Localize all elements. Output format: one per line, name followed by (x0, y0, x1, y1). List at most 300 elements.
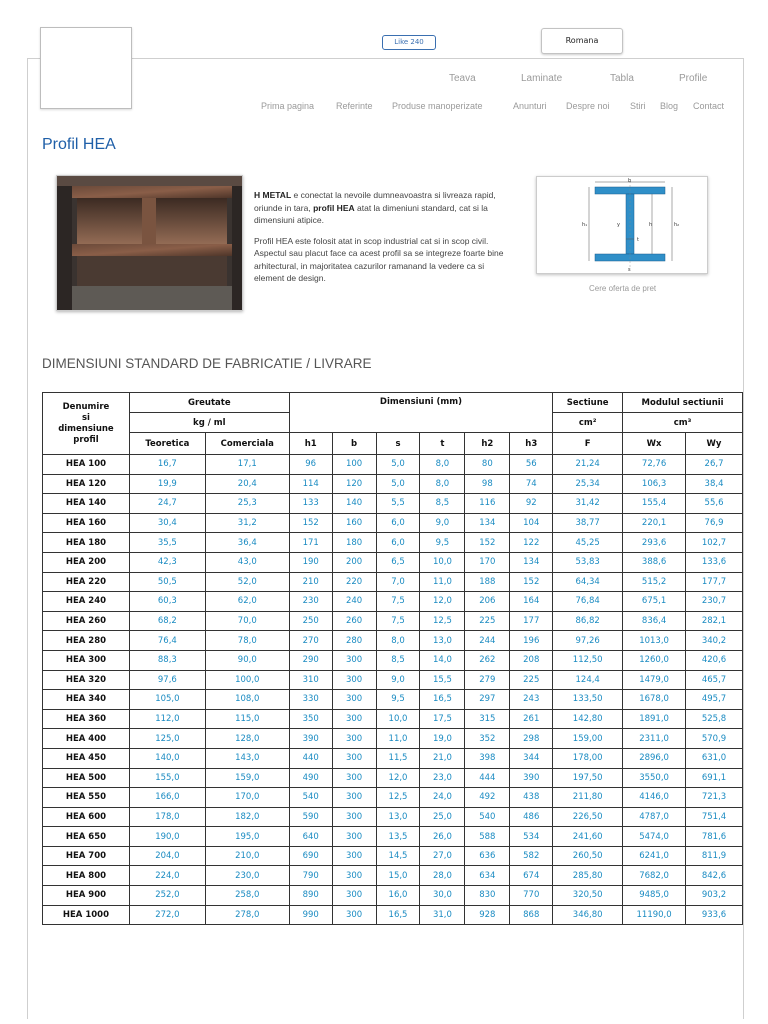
table-cell: 540 (465, 807, 510, 827)
table-cell: 588 (465, 827, 510, 847)
table-cell: 8,0 (420, 455, 465, 475)
table-cell: 31,0 (420, 905, 465, 925)
table-cell: 155,4 (623, 494, 686, 514)
table-cell: 180 (332, 533, 376, 553)
like-button[interactable]: Like 240 (382, 35, 436, 50)
table-cell: 20,4 (205, 474, 289, 494)
table-cell: 116 (465, 494, 510, 514)
nav-produse-manoperizate[interactable]: Produse manoperizate (392, 101, 483, 111)
cross-section-diagram (536, 176, 708, 274)
table-cell: 260,50 (553, 846, 623, 866)
table-cell: 4146,0 (623, 788, 686, 808)
header-modulus: Modulul sectiunii (623, 393, 743, 413)
table-cell: 21,24 (553, 455, 623, 475)
table-cell: 230 (289, 592, 332, 612)
table-cell: 211,80 (553, 788, 623, 808)
table-cell: 152 (510, 572, 553, 592)
table-cell: 495,7 (686, 690, 743, 710)
table-cell: 182,0 (205, 807, 289, 827)
table-cell: 226,50 (553, 807, 623, 827)
table-cell: 390 (510, 768, 553, 788)
table-cell: 97,26 (553, 631, 623, 651)
label-b: b (628, 178, 632, 184)
table-row (43, 748, 743, 768)
table-cell: 5474,0 (623, 827, 686, 847)
table-cell: 106,3 (623, 474, 686, 494)
table-cell: 152 (465, 533, 510, 553)
header-denumire: Denumire si dimensiune profil (43, 393, 130, 455)
table-cell: 76,4 (129, 631, 205, 651)
request-quote-link[interactable]: Cere oferta de pret (589, 284, 657, 293)
table-cell: 24,0 (420, 788, 465, 808)
table-cell: 206 (465, 592, 510, 612)
table-cell: 190,0 (129, 827, 205, 847)
table-cell: 42,3 (129, 552, 205, 572)
table-cell: 68,2 (129, 611, 205, 631)
table-cell: 134 (510, 552, 553, 572)
table-cell: 721,3 (686, 788, 743, 808)
table-cell: 781,6 (686, 827, 743, 847)
table-cell: 11,0 (376, 729, 420, 749)
table-cell: 25,0 (420, 807, 465, 827)
table-cell: 420,6 (686, 650, 743, 670)
table-cell: 25,3 (205, 494, 289, 514)
header-t: t (420, 433, 465, 455)
table-cell: 243 (510, 690, 553, 710)
header-section-unit: cm² (553, 413, 623, 433)
header-modulus-unit: cm³ (623, 413, 743, 433)
table-cell: 12,0 (376, 768, 420, 788)
table-cell: 9,5 (376, 690, 420, 710)
table-cell: 297 (465, 690, 510, 710)
profile-name-cell: HEA 800 (43, 866, 130, 886)
table-cell: 636 (465, 846, 510, 866)
table-cell: 17,1 (205, 455, 289, 475)
profile-name-cell: HEA 300 (43, 650, 130, 670)
table-cell: 525,8 (686, 709, 743, 729)
table-cell: 293,6 (623, 533, 686, 553)
table-cell: 344 (510, 748, 553, 768)
table-cell: 88,3 (129, 650, 205, 670)
table-cell: 272,0 (129, 905, 205, 925)
table-cell: 290 (289, 650, 332, 670)
table-cell: 90,0 (205, 650, 289, 670)
table-cell: 97,6 (129, 670, 205, 690)
table-cell: 102,7 (686, 533, 743, 553)
table-cell: 12,0 (420, 592, 465, 612)
table-row (43, 768, 743, 788)
table-cell: 486 (510, 807, 553, 827)
table-cell: 1678,0 (623, 690, 686, 710)
table-cell: 260 (332, 611, 376, 631)
table-cell: 142,80 (553, 709, 623, 729)
table-cell: 143,0 (205, 748, 289, 768)
table-cell: 300 (332, 650, 376, 670)
label-y: y (617, 222, 620, 228)
table-row (43, 827, 743, 847)
table-cell: 200 (332, 552, 376, 572)
nav-despre-noi[interactable]: Despre noi (566, 101, 610, 111)
logo-placeholder[interactable] (40, 27, 132, 109)
table-cell: 300 (332, 690, 376, 710)
nav-stiri[interactable]: Stiri (630, 101, 646, 111)
table-cell: 300 (332, 827, 376, 847)
dimensions-table (42, 392, 743, 925)
table-cell: 691,1 (686, 768, 743, 788)
table-cell: 390 (289, 729, 332, 749)
table-cell: 122 (510, 533, 553, 553)
table-cell: 631,0 (686, 748, 743, 768)
table-cell: 240 (332, 592, 376, 612)
table-cell: 26,0 (420, 827, 465, 847)
header-wx: Wx (623, 433, 686, 455)
table-cell: 836,4 (623, 611, 686, 631)
table-cell: 330 (289, 690, 332, 710)
table-cell: 7,5 (376, 611, 420, 631)
table-cell: 3550,0 (623, 768, 686, 788)
table-cell: 1479,0 (623, 670, 686, 690)
table-cell: 140 (332, 494, 376, 514)
table-cell: 5,0 (376, 474, 420, 494)
header-f: F (553, 433, 623, 455)
table-cell: 10,0 (376, 709, 420, 729)
table-cell: 230,0 (205, 866, 289, 886)
table-cell: 11190,0 (623, 905, 686, 925)
table-cell: 210,0 (205, 846, 289, 866)
table-cell: 204,0 (129, 846, 205, 866)
profile-name-cell: HEA 550 (43, 788, 130, 808)
profile-name-cell: HEA 260 (43, 611, 130, 631)
table-cell: 300 (332, 866, 376, 886)
table-cell: 690 (289, 846, 332, 866)
header-weight-unit: kg / ml (129, 413, 289, 433)
table-cell: 12,5 (420, 611, 465, 631)
table-cell: 534 (510, 827, 553, 847)
table-cell: 751,4 (686, 807, 743, 827)
table-cell: 15,0 (376, 866, 420, 886)
table-row (43, 905, 743, 925)
nav-laminate[interactable]: Laminate (521, 73, 563, 84)
table-cell: 244 (465, 631, 510, 651)
table-cell: 105,0 (129, 690, 205, 710)
table-cell: 300 (332, 709, 376, 729)
table-cell: 159,00 (553, 729, 623, 749)
table-cell: 928 (465, 905, 510, 925)
table-cell: 9485,0 (623, 886, 686, 906)
table-cell: 280 (332, 631, 376, 651)
table-cell: 258,0 (205, 886, 289, 906)
table-cell: 570,9 (686, 729, 743, 749)
nav-anunturi[interactable]: Anunturi (513, 101, 547, 111)
table-cell: 252,0 (129, 886, 205, 906)
table-cell: 300 (332, 886, 376, 906)
table-cell: 13,0 (376, 807, 420, 827)
table-cell: 6,5 (376, 552, 420, 572)
table-cell: 152 (289, 513, 332, 533)
nav-prima-pagina[interactable]: Prima pagina (261, 101, 315, 111)
table-cell: 124,4 (553, 670, 623, 690)
table-cell: 279 (465, 670, 510, 690)
profile-name-cell: HEA 650 (43, 827, 130, 847)
label-t: t (637, 237, 639, 243)
table-cell: 16,7 (129, 455, 205, 475)
table-cell: 60,3 (129, 592, 205, 612)
table-cell: 19,0 (420, 729, 465, 749)
table-cell: 11,0 (420, 572, 465, 592)
table-cell: 86,82 (553, 611, 623, 631)
table-cell: 45,25 (553, 533, 623, 553)
table-row (43, 572, 743, 592)
table-cell: 634 (465, 866, 510, 886)
table-cell: 842,6 (686, 866, 743, 886)
table-cell: 1013,0 (623, 631, 686, 651)
profile-name-cell: HEA 900 (43, 886, 130, 906)
table-cell: 346,80 (553, 905, 623, 925)
table-cell: 14,5 (376, 846, 420, 866)
profile-name-cell: HEA 400 (43, 729, 130, 749)
table-cell: 56 (510, 455, 553, 475)
table-cell: 114 (289, 474, 332, 494)
table-cell: 170,0 (205, 788, 289, 808)
section-title: DIMENSIUNI STANDARD DE FABRICATIE / LIVRARE (42, 356, 372, 371)
table-cell: 282,1 (686, 611, 743, 631)
table-cell: 352 (465, 729, 510, 749)
table-cell: 261 (510, 709, 553, 729)
table-row (43, 552, 743, 572)
table-cell: 100 (332, 455, 376, 475)
table-cell: 92 (510, 494, 553, 514)
table-cell: 7,5 (376, 592, 420, 612)
profile-name-cell: HEA 180 (43, 533, 130, 553)
table-cell: 26,7 (686, 455, 743, 475)
table-cell: 5,0 (376, 455, 420, 475)
table-cell: 115,0 (205, 709, 289, 729)
table-cell: 320,50 (553, 886, 623, 906)
table-cell: 490 (289, 768, 332, 788)
table-cell: 134 (465, 513, 510, 533)
product-photo (56, 175, 243, 311)
header-b: b (332, 433, 376, 455)
profile-name-cell: HEA 280 (43, 631, 130, 651)
profile-name-cell: HEA 120 (43, 474, 130, 494)
table-cell: 70,0 (205, 611, 289, 631)
nav-tabla[interactable]: Tabla (610, 73, 634, 84)
table-cell: 300 (332, 768, 376, 788)
page-title: Profil HEA (42, 136, 116, 153)
table-cell: 298 (510, 729, 553, 749)
table-cell: 12,5 (376, 788, 420, 808)
table-row (43, 866, 743, 886)
nav-contact[interactable]: Contact (693, 101, 725, 111)
table-cell: 208 (510, 650, 553, 670)
table-cell: 6,0 (376, 533, 420, 553)
profile-name-cell: HEA 200 (43, 552, 130, 572)
table-cell: 285,80 (553, 866, 623, 886)
table-row (43, 670, 743, 690)
table-cell: 230,7 (686, 592, 743, 612)
table-cell: 300 (332, 905, 376, 925)
table-cell: 790 (289, 866, 332, 886)
profile-name-cell: HEA 140 (43, 494, 130, 514)
table-cell: 24,7 (129, 494, 205, 514)
table-cell: 17,5 (420, 709, 465, 729)
profile-name-cell: HEA 450 (43, 748, 130, 768)
table-cell: 7682,0 (623, 866, 686, 886)
table-cell: 9,0 (376, 670, 420, 690)
table-cell: 868 (510, 905, 553, 925)
table-cell: 9,5 (420, 533, 465, 553)
table-cell: 177 (510, 611, 553, 631)
table-cell: 195,0 (205, 827, 289, 847)
table-cell: 300 (332, 670, 376, 690)
table-cell: 31,2 (205, 513, 289, 533)
table-cell: 76,9 (686, 513, 743, 533)
label-h2: h₂ (674, 222, 680, 228)
label-h1: h₁ (582, 222, 588, 228)
table-cell: 220 (332, 572, 376, 592)
table-cell: 43,0 (205, 552, 289, 572)
table-cell: 112,0 (129, 709, 205, 729)
table-cell: 5,5 (376, 494, 420, 514)
table-cell: 315 (465, 709, 510, 729)
table-cell: 36,4 (205, 533, 289, 553)
table-cell: 890 (289, 886, 332, 906)
table-cell: 16,0 (376, 886, 420, 906)
header-h3: h3 (510, 433, 553, 455)
header-comerciala: Comerciala (205, 433, 289, 455)
table-cell: 125,0 (129, 729, 205, 749)
table-row (43, 631, 743, 651)
table-cell: 13,0 (420, 631, 465, 651)
table-cell: 1260,0 (623, 650, 686, 670)
table-row (43, 729, 743, 749)
table-cell: 300 (332, 748, 376, 768)
table-cell: 178,00 (553, 748, 623, 768)
table-cell: 674 (510, 866, 553, 886)
table-cell: 310 (289, 670, 332, 690)
profile-name-cell: HEA 340 (43, 690, 130, 710)
table-cell: 52,0 (205, 572, 289, 592)
header-wy: Wy (686, 433, 743, 455)
table-cell: 903,2 (686, 886, 743, 906)
header-dimensiuni: Dimensiuni (mm) (289, 393, 553, 433)
table-cell: 188 (465, 572, 510, 592)
table-cell: 398 (465, 748, 510, 768)
table-cell: 6241,0 (623, 846, 686, 866)
profile-name-cell: HEA 240 (43, 592, 130, 612)
language-selector[interactable]: Romana (541, 28, 623, 54)
table-cell: 62,0 (205, 592, 289, 612)
table-cell: 159,0 (205, 768, 289, 788)
table-row (43, 592, 743, 612)
table-cell: 7,0 (376, 572, 420, 592)
table-cell: 9,0 (420, 513, 465, 533)
table-row (43, 709, 743, 729)
table-cell: 388,6 (623, 552, 686, 572)
table-cell: 100,0 (205, 670, 289, 690)
table-cell: 770 (510, 886, 553, 906)
nav-teava[interactable]: Teava (449, 73, 476, 84)
table-cell: 492 (465, 788, 510, 808)
table-cell: 96 (289, 455, 332, 475)
nav-blog[interactable]: Blog (660, 101, 679, 111)
table-cell: 811,9 (686, 846, 743, 866)
brand-name: H METAL (254, 190, 292, 200)
table-cell: 166,0 (129, 788, 205, 808)
profile-name-cell: HEA 500 (43, 768, 130, 788)
table-cell: 11,5 (376, 748, 420, 768)
table-cell: 108,0 (205, 690, 289, 710)
table-cell: 224,0 (129, 866, 205, 886)
table-cell: 515,2 (623, 572, 686, 592)
table-row (43, 846, 743, 866)
table-cell: 171 (289, 533, 332, 553)
table-cell: 8,5 (376, 650, 420, 670)
table-cell: 177,7 (686, 572, 743, 592)
table-cell: 220,1 (623, 513, 686, 533)
table-cell: 104 (510, 513, 553, 533)
table-cell: 465,7 (686, 670, 743, 690)
profile-name-cell: HEA 1000 (43, 905, 130, 925)
profile-name-cell: HEA 160 (43, 513, 130, 533)
header-sectiune: Sectiune (553, 393, 623, 413)
nav-referinte[interactable]: Referinte (336, 101, 373, 111)
table-cell: 196 (510, 631, 553, 651)
table-cell: 2311,0 (623, 729, 686, 749)
table-cell: 25,34 (553, 474, 623, 494)
table-cell: 155,0 (129, 768, 205, 788)
table-cell: 10,0 (420, 552, 465, 572)
usage-paragraph: Profil HEA este folosit atat in scop industrial cat si in scop civil. Aspectul sau placut face ca acest profil sa se integreze foarte bine arhitectural, in majoritatea cazurilor ramanand la vedere ca si element de design. (254, 235, 504, 283)
table-cell: 640 (289, 827, 332, 847)
table-cell: 170 (465, 552, 510, 572)
table-cell: 444 (465, 768, 510, 788)
header-teoretica: Teoretica (129, 433, 205, 455)
table-cell: 197,50 (553, 768, 623, 788)
table-cell: 440 (289, 748, 332, 768)
table-cell: 1891,0 (623, 709, 686, 729)
table-cell: 16,5 (376, 905, 420, 925)
table-cell: 933,6 (686, 905, 743, 925)
table-cell: 31,42 (553, 494, 623, 514)
table-cell: 28,0 (420, 866, 465, 886)
table-cell: 38,4 (686, 474, 743, 494)
table-cell: 27,0 (420, 846, 465, 866)
table-cell: 30,0 (420, 886, 465, 906)
table-cell: 38,77 (553, 513, 623, 533)
table-cell: 225 (510, 670, 553, 690)
table-cell: 164 (510, 592, 553, 612)
table-cell: 15,5 (420, 670, 465, 690)
table-cell: 300 (332, 846, 376, 866)
table-row (43, 690, 743, 710)
table-row (43, 513, 743, 533)
table-cell: 21,0 (420, 748, 465, 768)
table-cell: 53,83 (553, 552, 623, 572)
table-cell: 13,5 (376, 827, 420, 847)
table-cell: 133,50 (553, 690, 623, 710)
table-cell: 582 (510, 846, 553, 866)
table-cell: 2896,0 (623, 748, 686, 768)
nav-profile[interactable]: Profile (679, 73, 708, 84)
label-s: s (628, 267, 631, 273)
table-cell: 14,0 (420, 650, 465, 670)
header-greutate: Greutate (129, 393, 289, 413)
header-s: s (376, 433, 420, 455)
table-cell: 225 (465, 611, 510, 631)
table-row (43, 474, 743, 494)
product-name: profil HEA (313, 202, 355, 213)
